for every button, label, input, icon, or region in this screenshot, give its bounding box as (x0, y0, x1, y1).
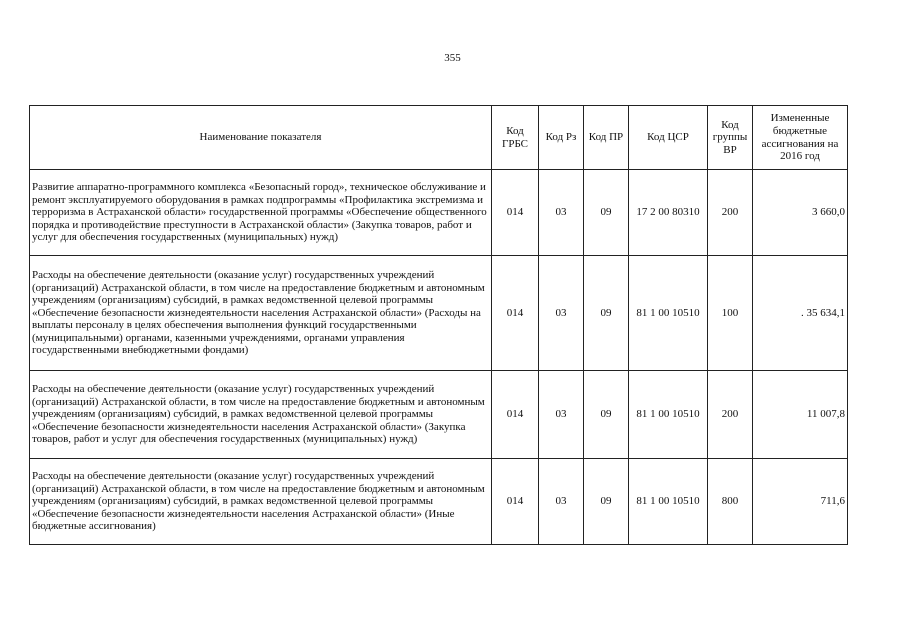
row-pr-cell: 09 (584, 371, 629, 459)
row-name-cell: Расходы на обеспечение деятельности (оказание услуг) государственных учреждений (организаций) Астраханской области, в том числе на предоставление бюджетным и автономным учреждениям (организациям) субсидий, в рамках ведомственной целевой программы «Обеспечение безопасности жизнедеятельности населения Астраханской области» (Расходы на выплаты персоналу в целях обеспечения выполнения функций государственными (муниципальными) органами, казенными учреждениями, органами управления государственными внебюджетными фондами) (30, 256, 492, 371)
row-amount-cell: 3 660,0 (753, 170, 848, 256)
table-row (30, 256, 848, 371)
row-grbs-cell: 014 (492, 371, 539, 459)
row-csr-cell: 81 1 00 10510 (629, 459, 708, 545)
row-amount-cell: 711,6 (753, 459, 848, 545)
row-vr-cell: 100 (708, 256, 753, 371)
row-vr-cell: 200 (708, 371, 753, 459)
header-csr: Код ЦСР (629, 106, 708, 170)
row-name-cell: Расходы на обеспечение деятельности (оказание услуг) государственных учреждений (организаций) Астраханской области, в том числе на предоставление бюджетным и автономным учреждениям (организациям) субсидий, в рамках ведомственной целевой программы «Обеспечение безопасности жизнедеятельности населения Астраханской области» (Закупка товаров, работ и услуг для обеспечения государственных (муниципальных) нужд) (30, 371, 492, 459)
row-name-cell: Развитие аппаратно-программного комплекса «Безопасный город», техническое обслуживание и ремонт эксплуатируемого оборудования в рамках подпрограммы «Профилактика экстремизма и терроризма в Астраханской области» государственной программы «Обеспечение общественного порядка и противодействие преступности в Астраханской области» (Закупка товаров, работ и услуг для обеспечения государственных (муниципальных) нужд) (30, 170, 492, 256)
header-amount: Измененные бюджетные ассигнования на 2016 год (753, 106, 848, 170)
row-csr-cell: 17 2 00 80310 (629, 170, 708, 256)
row-pr-cell: 09 (584, 256, 629, 371)
page-number: 355 (444, 52, 461, 64)
row-grbs-cell: 014 (492, 256, 539, 371)
row-csr-cell: 81 1 00 10510 (629, 256, 708, 371)
row-grbs-cell: 014 (492, 459, 539, 545)
row-rz-cell: 03 (539, 170, 584, 256)
table-row (30, 371, 848, 459)
row-rz-cell: 03 (539, 459, 584, 545)
row-csr-cell: 81 1 00 10510 (629, 371, 708, 459)
header-rz: Код Рз (539, 106, 584, 170)
header-pr: Код ПР (584, 106, 629, 170)
row-pr-cell: 09 (584, 170, 629, 256)
table-row (30, 170, 848, 256)
header-vr: Код группы ВР (708, 106, 753, 170)
budget-table (29, 105, 848, 545)
row-grbs-cell: 014 (492, 170, 539, 256)
table-header-row (30, 106, 848, 170)
row-pr-cell: 09 (584, 459, 629, 545)
row-vr-cell: 800 (708, 459, 753, 545)
row-amount-cell: 11 007,8 (753, 371, 848, 459)
row-vr-cell: 200 (708, 170, 753, 256)
header-name: Наименование показателя (30, 106, 492, 170)
table-row (30, 459, 848, 545)
row-rz-cell: 03 (539, 256, 584, 371)
row-name-cell: Расходы на обеспечение деятельности (оказание услуг) государственных учреждений (организаций) Астраханской области, в том числе на предоставление бюджетным и автономным учреждениям (организациям) субсидий, в рамках ведомственной целевой программы «Обеспечение безопасности жизнедеятельности населения Астраханской области» (Иные бюджетные ассигнования) (30, 459, 492, 545)
row-rz-cell: 03 (539, 371, 584, 459)
row-amount-cell: . 35 634,1 (753, 256, 848, 371)
header-grbs: Код ГРБС (492, 106, 539, 170)
